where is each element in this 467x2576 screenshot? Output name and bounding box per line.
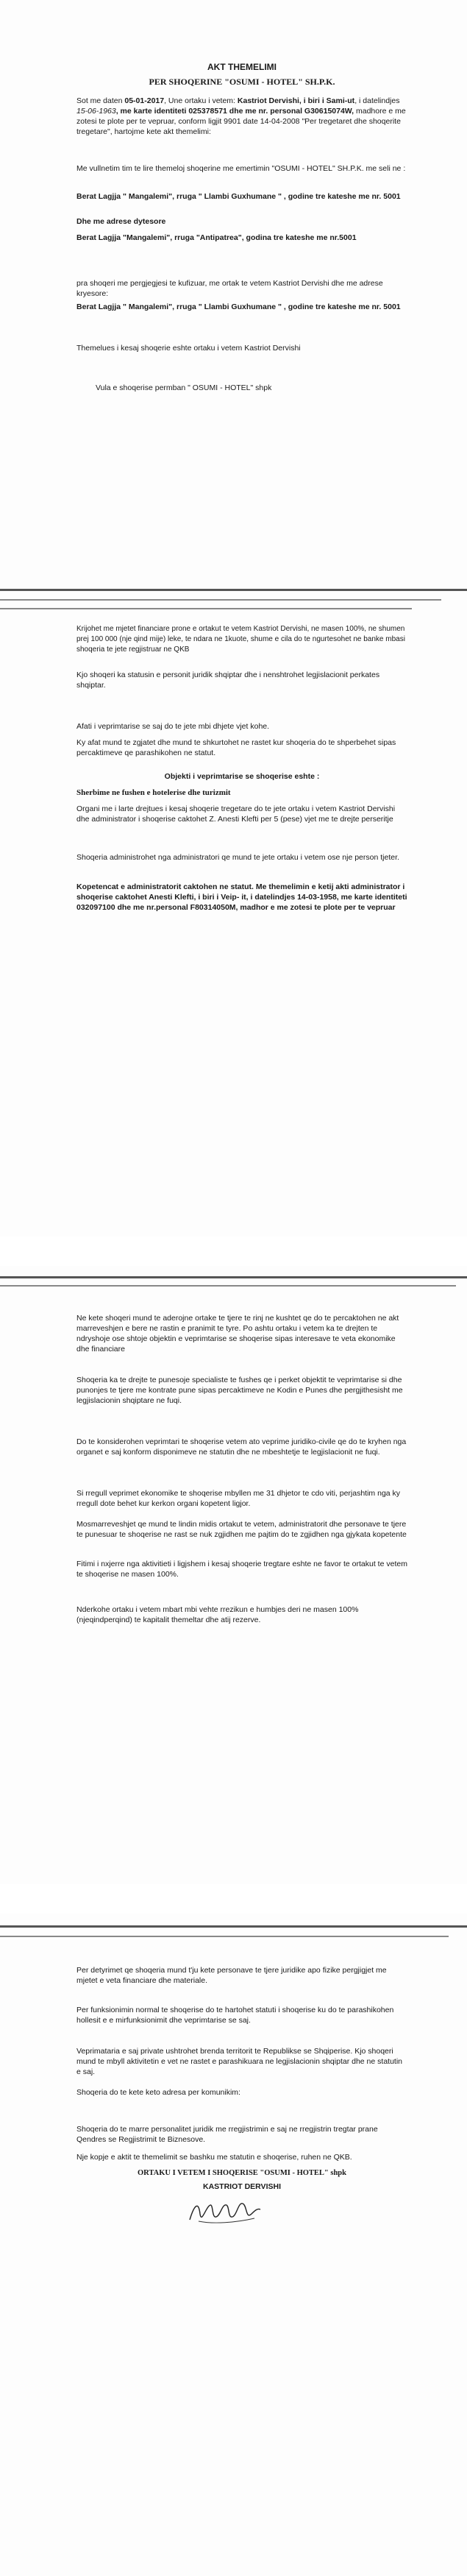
duration-line: Afati i veprimtarise se saj do te jete mbi dhjete vjet kohe. <box>76 722 270 731</box>
duration-paragraph: Ky afat mund te zgjatet dhe mund te shkurtohet ne rastet kur shoqeria do te shperbehet sipas percaktimeve qe parashikohen ne statut. <box>76 738 396 757</box>
closing-line: ORTAKU I VETEM I SHOQERISE "OSUMI - HOTEL" shpk <box>138 2169 346 2177</box>
object-title: Objekti i veprimtarise se shoqerise eshte : <box>164 772 320 781</box>
employment-paragraph: Shoqeria ka te drejte te punesoje specialiste te fushes qe i perket objektit te veprimtarise si dhe punonjes te tjere me kontrate pune sipas percaktimeve ne Kodin e Punes dhe pergjithesisht me legjislacionin shqiptare ne fuqi. <box>76 1376 403 1405</box>
company-type-line: pra shoqeri me pergjegjesi te kufizuar, me ortak te vetem Kastriot Dervishi dhe me adrese kryesore: <box>76 279 383 298</box>
activities-paragraph: Do te konsiderohen veprimtari te shoqerise vetem ato veprime juridiko-civile qe do te kryhen nga organet e saj konform disponimeve ne statutin dhe ne mbeshtetje te legjislacionit ne fuqi. <box>76 1437 407 1457</box>
status-paragraph: Kjo shoqeri ka statusin e personit juridik shqiptar dhe i nenshtrohet legjislacionit perkates shqiptar. <box>76 670 380 690</box>
disputes-paragraph: Mosmarreveshjet qe mund te lindin midis ortakut te vetem, administratorit dhe personave te tjere te punesuar te shoqerise ne rast se nuk zgjidhen me pajtim do te zgjidhen nga gjykata kopetente <box>76 1520 407 1539</box>
object-text: Sherbime ne fushen e hotelerise dhe turizmit <box>76 788 231 797</box>
document-page-2 <box>0 574 467 1236</box>
stamp-line: Vula e shoqerise permban " OSUMI - HOTEL" shpk <box>96 383 272 392</box>
intro-text-a: Sot me daten <box>76 96 125 105</box>
statute-paragraph: Per funksionimin normal te shoqerise do te hartohet statuti i shoqerise ku do te parashikohen hollesit e e mirfunksionimit dhe veprimtarise se saj. <box>76 2006 394 2025</box>
administration-paragraph: Shoqeria administrohet nga administratori qe mund te jete ortaku i vetem ose nje person tjeter. <box>76 853 399 862</box>
intro-text-d: , i datelindjes <box>354 96 400 105</box>
seat-address: Berat Lagjja " Mangalemi", rruga " Llambi Guxhumane " , godine tre kateshe me nr. 5001 <box>76 192 401 201</box>
intro-founder-name: Kastriot Dervishi <box>237 96 299 105</box>
intro-text-b: , Une ortaku i vetem: <box>164 96 238 105</box>
signature-mark <box>184 2192 265 2229</box>
fiscal-year-paragraph: Si rregull veprimet ekonomike te shoqerise mbyllen me 31 dhjetor te cdo viti, perjashtim nga ky rregull dote behet kur kerkon organi kopetent ligjor. <box>76 1489 401 1508</box>
intro-text-c: , i biri i Sami-ut <box>299 96 355 105</box>
intro-text-e: , me karte identiteti 025378571 dhe me nr. personal G30615074W, <box>115 107 354 116</box>
competences-paragraph: Kopetencat e administratorit caktohen ne statut. Me themelimin e ketij akti administrator i shoqerise caktohet Anesti Klefti, i biri i Veip- it, i datelindjes 14-03-1958, me karte identiteti 032097100 dhe me nr.personal F80314050M, madhor e me zotesi te plote per te vepruar <box>76 882 407 912</box>
partners-paragraph: Ne kete shoqeri mund te aderojne ortake te tjere te rinj ne kushtet qe do te percaktohen ne akt marreveshjen e bere ne rastin e pranimit te tyre. Po ashtu ortaku i vetem ka te drejten te ndryshoje ose shtoje objektin e veprimtarise se shoqerise sipas interesave te veta ekonomike dhe financiare <box>76 1314 399 1354</box>
intro-text-f: madhore e me zotesi te plote per te vepruar, conform ligjit 9901 date 14-04-2008 "Per tregetaret dhe shoqerite tregetare", hartojme kete akt themelimi: <box>76 107 406 136</box>
scan-edge-top <box>0 584 467 615</box>
intro-dob: 15-06-1963 <box>76 107 116 116</box>
document-subtitle: PER SHOQERINE "OSUMI - HOTEL" SH.P.K. <box>149 77 335 87</box>
founder-line: Themelues i kesaj shoqerie eshte ortaku i vetem Kastriot Dervishi <box>76 344 301 353</box>
copy-line: Nje kopje e aktit te themelimit se bashku me statutin e shoqerise, ruhen ne QKB. <box>76 2153 352 2162</box>
vullnet-paragraph: Me vullnetim tim te lire themeloj shoqerine me emertimin "OSUMI - HOTEL" SH.P.K. me seli ne : <box>76 164 406 173</box>
governing-body-paragraph: Organi me i larte drejtues i kesaj shoqerie tregetare do te jete ortaku i vetem Kastriot Dervishi dhe administrator i shoqerise caktohet Z. Anesti Klefti per 5 (pese) vjet me te drejte perseritje <box>76 804 396 824</box>
intro-paragraph <box>76 96 407 137</box>
main-address: Berat Lagjja " Mangalemi", rruga " Llambi Guxhumane " , godine tre kateshe me nr. 5001 <box>76 302 401 311</box>
risk-paragraph: Nderkohe ortaku i vetem mbart mbi vehte rrezikun e humbjes deri ne masen 100% (njeqindperqind) te kapitalit themeltar dhe atij rezerve. <box>76 1605 359 1624</box>
document-page-4 <box>0 1914 467 2576</box>
document-title: AKT THEMELIMI <box>207 62 277 72</box>
obligations-paragraph: Per detyrimet qe shoqeria mund t'ju kete personave te tjere juridike apo fizike pergjigjet me mjetet e veta financiare dhe materiale. <box>76 1966 387 1985</box>
signatory-name: KASTRIOT DERVISHI <box>203 2182 281 2191</box>
profit-paragraph: Fitimi i nxjerre nga aktivitieti i ligjshem i kesaj shoqerie tregtare eshte ne favor te ortakut te vetem te shoqerise ne masen 100%. <box>76 1560 407 1579</box>
scan-edge-top <box>0 1272 467 1303</box>
secondary-address: Berat Lagjja "Mangalemi", rruga "Antipatrea", godina tre kateshe me nr.5001 <box>76 233 357 242</box>
secondary-address-title: Dhe me adrese dytesore <box>76 217 166 226</box>
territory-paragraph: Veprimataria e saj private ushtrohet brenda territorit te Republikse se Shqiperise. Kjo shoqeri mund te mbyll aktivitetin e vet ne rastet e parashikuara ne legjislacionin shqiptar dhe ne statutin e saj. <box>76 2047 402 2076</box>
communication-line: Shoqeria do te kete keto adresa per komunikim: <box>76 2088 240 2097</box>
scan-edge-top <box>0 1919 467 1950</box>
registration-paragraph: Shoqeria do te marre personalitet juridik me rregjistrimin e saj ne rregjistrin tregtar prane Qendres se Regjistrimit te Biznesove. <box>76 2125 378 2144</box>
capital-paragraph: Krijohet me mjetet financiare prone e ortakut te vetem Kastriot Dervishi, ne masen 100%, ne shumen prej 100 000 (nje qind mije) leke, te ndara ne 1kuote, shume e cila do te ngurtesohet ne banke mbasi shoqeria te jete regjistruar ne QKB <box>76 625 405 654</box>
document-page-1 <box>0 0 467 574</box>
intro-date: 05-01-2017 <box>124 96 165 105</box>
document-page-3 <box>0 1266 467 1884</box>
